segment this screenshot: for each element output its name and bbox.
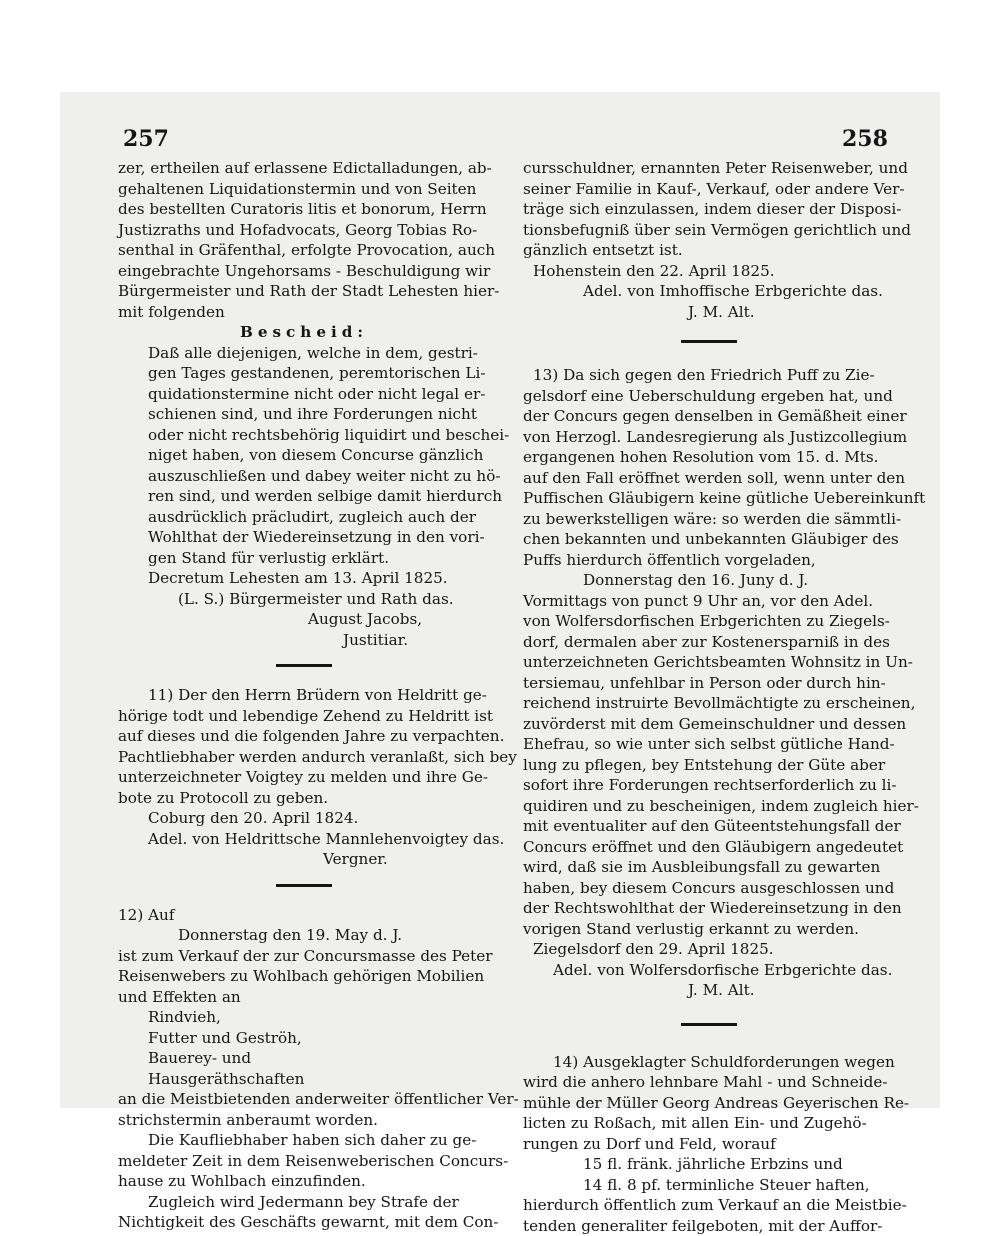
section-divider	[276, 884, 332, 887]
text-line: Puffischen Gläubigern keine gütliche Uebereinkunft	[523, 488, 895, 509]
text-line: niget haben, von diesem Concurse gänzlich	[118, 445, 490, 466]
text-line: ist zum Verkauf der zur Concursmasse des Peter	[118, 946, 490, 967]
text-line: 11) Der den Herrn Brüdern von Heldritt ge-	[118, 685, 490, 706]
text-line: Nichtigkeit des Geschäfts gewarnt, mit dem Con-	[118, 1212, 490, 1233]
text-line: mühle der Müller Georg Andreas Geyerischen Re-	[523, 1093, 895, 1114]
text-line: des bestellten Curatoris litis et bonorum, Herrn	[118, 199, 490, 220]
signer-name: J. M. Alt.	[523, 302, 895, 323]
signer-name: J. M. Alt.	[523, 980, 895, 1001]
text-line: gen Tages gestandenen, peremtorischen Li-	[118, 363, 490, 384]
text-line: Concurs eröffnet und den Gläubigern angedeutet	[523, 837, 895, 858]
text-line: strichstermin anberaumt worden.	[118, 1110, 490, 1131]
text-line: Puffs hierdurch öffentlich vorgeladen,	[523, 550, 895, 571]
text-line: zuvörderst mit dem Gemeinschuldner und dessen	[523, 714, 895, 735]
text-line: Ehefrau, so wie unter sich selbst gütliche Hand-	[523, 734, 895, 755]
text-line: an die Meistbietenden anderweiter öffentlicher Ver-	[118, 1089, 490, 1110]
text-line: licten zu Roßach, mit allen Ein- und Zugehö-	[523, 1113, 895, 1134]
text-line: meldeter Zeit in dem Reisenweberischen Concurs-	[118, 1151, 490, 1172]
text-line: haben, bey diesem Concurs ausgeschlossen und	[523, 878, 895, 899]
text-line: Zugleich wird Jedermann bey Strafe der	[118, 1192, 490, 1213]
text-line: zer, ertheilen auf erlassene Edictalladungen, ab-	[118, 158, 490, 179]
section-divider	[681, 1023, 737, 1026]
list-item: Futter und Geströh,	[118, 1028, 490, 1049]
text-line: 14) Ausgeklagter Schuldforderungen wegen	[523, 1052, 895, 1073]
text-line: ausdrücklich präcludirt, zugleich auch der	[118, 507, 490, 528]
left-column	[118, 158, 490, 1233]
text-line: quidiren und zu bescheinigen, indem zugleich hier-	[523, 796, 895, 817]
text-line: und Effekten an	[118, 987, 490, 1008]
text-line: oder nicht rechtsbehörig liquidirt und beschei-	[118, 425, 490, 446]
text-line: cursschuldner, ernannten Peter Reisenweber, und	[523, 158, 895, 179]
date-line: Coburg den 20. April 1824.	[118, 808, 490, 829]
bescheid-heading: Bescheid:	[118, 322, 490, 343]
text-line: hörige todt und lebendige Zehend zu Heldritt ist	[118, 706, 490, 727]
text-line: Bürgermeister und Rath der Stadt Lehesten hier-	[118, 281, 490, 302]
text-line: seiner Familie in Kauf-, Verkauf, oder andere Ver-	[523, 179, 895, 200]
text-line: Die Kaufliebhaber haben sich daher zu ge-	[118, 1130, 490, 1151]
text-line: hierdurch öffentlich zum Verkauf an die Meistbie-	[523, 1195, 895, 1216]
text-line: senthal in Gräfenthal, erfolgte Provocation, auch	[118, 240, 490, 261]
text-line: auf dieses und die folgenden Jahre zu verpachten.	[118, 726, 490, 747]
signer-name: August Jacobs,	[118, 609, 490, 630]
text-line: gänzlich entsetzt ist.	[523, 240, 895, 261]
text-line: lung zu pflegen, bey Entstehung der Güte aber	[523, 755, 895, 776]
date-line: Hohenstein den 22. April 1825.	[523, 261, 895, 282]
text-line: gelsdorf eine Ueberschuldung ergeben hat, und	[523, 386, 895, 407]
text-line: unterzeichneter Voigtey zu melden und ihre Ge-	[118, 767, 490, 788]
text-line: hause zu Wohlbach einzufinden.	[118, 1171, 490, 1192]
text-line: mit eventualiter auf den Güteentstehungsfall der	[523, 816, 895, 837]
right-column	[523, 158, 895, 1236]
text-line: Vormittags von punct 9 Uhr an, vor den Adel.	[523, 591, 895, 612]
entry-heading: 12) Auf	[118, 905, 490, 926]
text-line: auszuschließen und dabey weiter nicht zu hö-	[118, 466, 490, 487]
text-line: Reisenwebers zu Wohlbach gehörigen Mobilien	[118, 966, 490, 987]
text-line: gehaltenen Liquidationstermin und von Seiten	[118, 179, 490, 200]
text-line: tersiemau, unfehlbar in Person oder durch hin-	[523, 673, 895, 694]
text-line: dorf, dermalen aber zur Kostenersparniß in des	[523, 632, 895, 653]
text-line: ergangenen hohen Resolution vom 15. d. Mts.	[523, 447, 895, 468]
signer-name: Vergner.	[118, 849, 490, 870]
office-line: Adel. von Imhoffische Erbgerichte das.	[523, 281, 895, 302]
text-line: träge sich einzulassen, indem dieser der Disposi-	[523, 199, 895, 220]
office-line: Adel. von Heldrittsche Mannlehenvoigtey das.	[118, 829, 490, 850]
page-number-right: 258	[842, 126, 888, 152]
section-divider	[681, 340, 737, 343]
text-line: Wohlthat der Wiedereinsetzung in den vori-	[118, 527, 490, 548]
text-line: rungen zu Dorf und Feld, worauf	[523, 1134, 895, 1155]
list-item: 15 fl. fränk. jährliche Erbzins und	[523, 1154, 895, 1175]
text-line: mit folgenden	[118, 302, 490, 323]
text-line: der Rechtswohlthat der Wiedereinsetzung in den	[523, 898, 895, 919]
list-item: 14 fl. 8 pf. terminliche Steuer haften,	[523, 1175, 895, 1196]
text-line: 13) Da sich gegen den Friedrich Puff zu Zie-	[523, 365, 895, 386]
text-line: tionsbefugniß über sein Vermögen gerichtlich und	[523, 220, 895, 241]
text-line: bote zu Protocoll zu geben.	[118, 788, 490, 809]
date-line: Donnerstag den 19. May d. J.	[118, 925, 490, 946]
text-line: gen Stand für verlustig erklärt.	[118, 548, 490, 569]
text-line: von Herzogl. Landesregierung als Justizcollegium	[523, 427, 895, 448]
list-item: Hausgeräthschaften	[118, 1069, 490, 1090]
text-line: unterzeichneten Gerichtsbeamten Wohnsitz in Un-	[523, 652, 895, 673]
list-item: Rindvieh,	[118, 1007, 490, 1028]
text-line: quidationstermine nicht oder nicht legal er-	[118, 384, 490, 405]
text-line: wird die anhero lehnbare Mahl - und Schneide-	[523, 1072, 895, 1093]
text-line: der Concurs gegen denselben in Gemäßheit einer	[523, 406, 895, 427]
text-line: wird, daß sie im Ausbleibungsfall zu gewarten	[523, 857, 895, 878]
text-line: auf den Fall eröffnet werden soll, wenn unter den	[523, 468, 895, 489]
text-line: Justizraths und Hofadvocats, Georg Tobias Ro-	[118, 220, 490, 241]
text-line: eingebrachte Ungehorsams - Beschuldigung wir	[118, 261, 490, 282]
signer-title: Justitiar.	[118, 630, 490, 651]
signature-line: (L. S.) Bürgermeister und Rath das.	[118, 589, 490, 610]
text-line: Pachtliebhaber werden andurch veranlaßt, sich bey	[118, 747, 490, 768]
text-line: vorigen Stand verlustig erkannt zu werden.	[523, 919, 895, 940]
text-line: von Wolfersdorfischen Erbgerichten zu Ziegels-	[523, 611, 895, 632]
section-divider	[276, 664, 332, 667]
text-line: tenden generaliter feilgeboten, mit der Auffor-	[523, 1216, 895, 1236]
list-item: Bauerey- und	[118, 1048, 490, 1069]
text-line: schienen sind, und ihre Forderungen nicht	[118, 404, 490, 425]
text-line: chen bekannten und unbekannten Gläubiger des	[523, 529, 895, 550]
text-line: zu bewerkstelligen wäre: so werden die sämmtli-	[523, 509, 895, 530]
office-line: Adel. von Wolfersdorfische Erbgerichte das.	[523, 960, 895, 981]
date-line: Donnerstag den 16. Juny d. J.	[523, 570, 895, 591]
decretum-line: Decretum Lehesten am 13. April 1825.	[118, 568, 490, 589]
text-line: reichend instruirte Bevollmächtigte zu erscheinen,	[523, 693, 895, 714]
date-line: Ziegelsdorf den 29. April 1825.	[523, 939, 895, 960]
text-line: sofort ihre Forderungen rechtserforderlich zu li-	[523, 775, 895, 796]
page-number-left: 257	[123, 126, 169, 152]
text-line: ren sind, und werden selbige damit hierdurch	[118, 486, 490, 507]
text-line: Daß alle diejenigen, welche in dem, gestri-	[118, 343, 490, 364]
